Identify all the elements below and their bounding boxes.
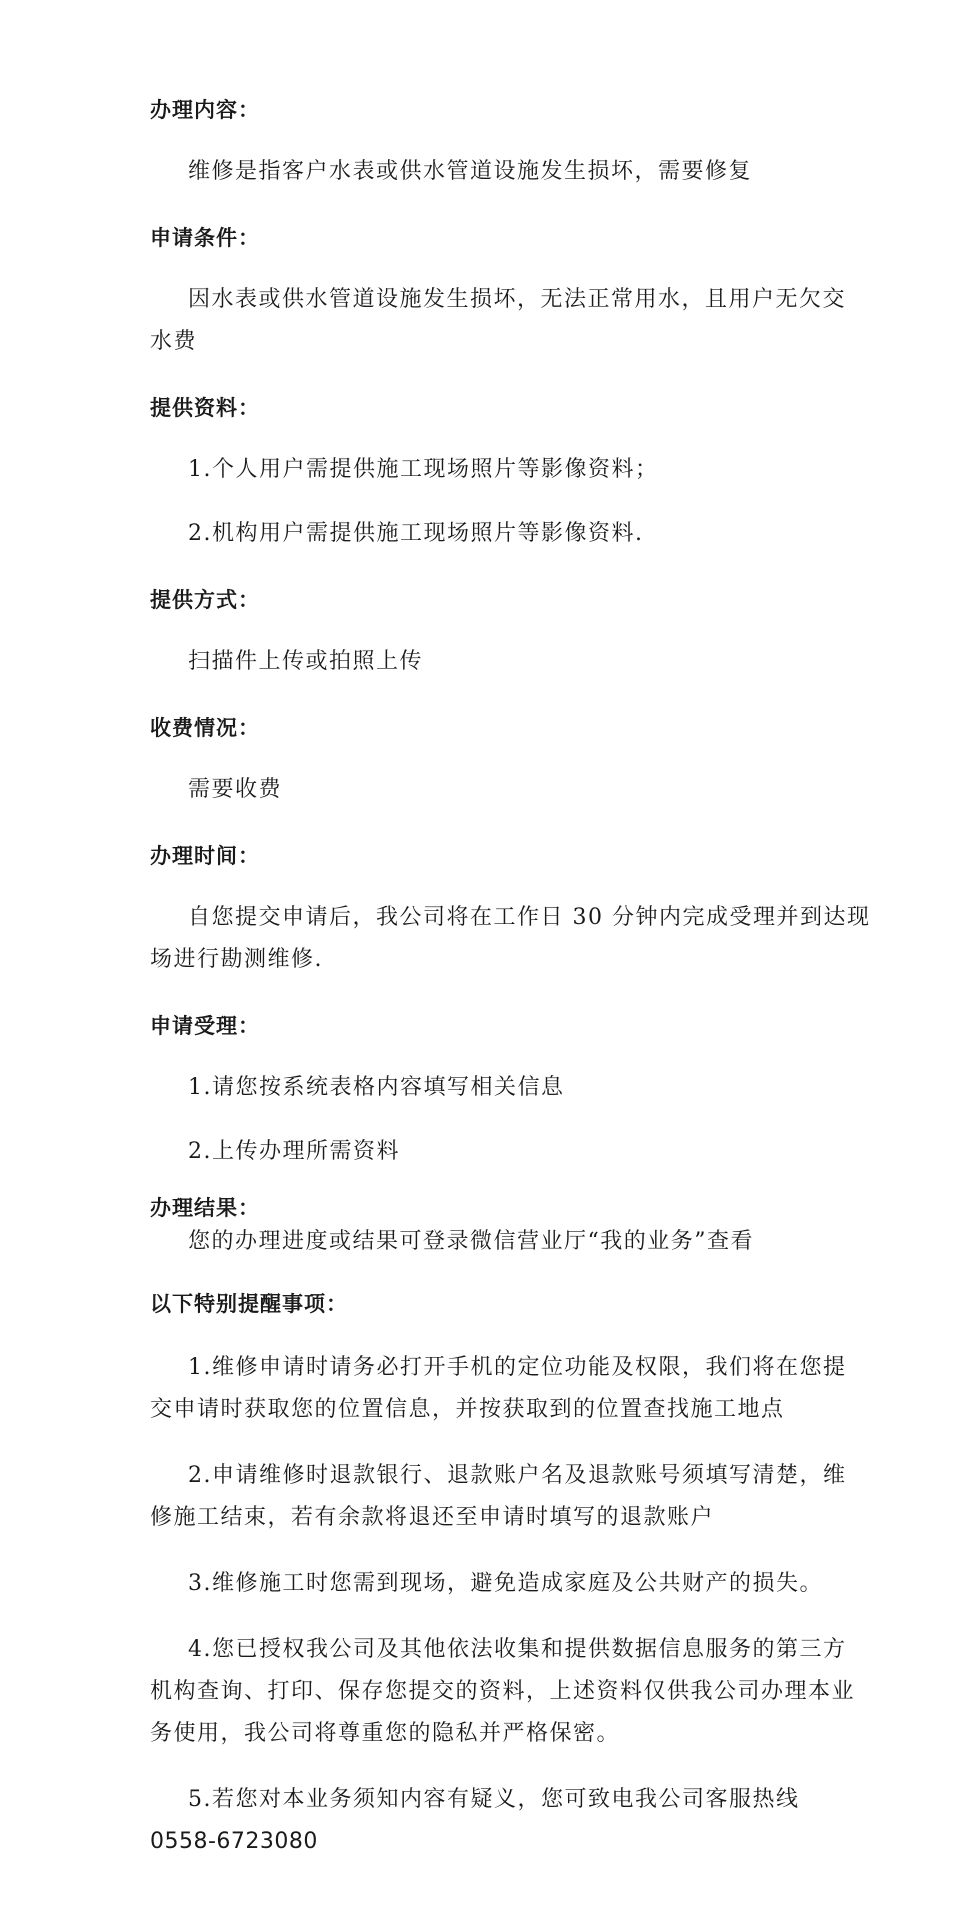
section-heading-conditions: 申请条件： xyxy=(150,226,260,250)
section-heading-materials: 提供资料： xyxy=(150,396,260,420)
time-text-line1: 自您提交申请后，我公司将在工作日 30 分钟内完成受理并到达现 xyxy=(188,905,871,930)
method-text: 扫描件上传或拍照上传 xyxy=(188,649,424,674)
reminder-1-line2: 交申请时获取您的位置信息，并按获取到的位置查找施工地点 xyxy=(150,1397,785,1422)
section-heading-content: 办理内容： xyxy=(150,98,260,122)
reminder-4-line1: 4.您已授权我公司及其他依法收集和提供数据信息服务的第三方 xyxy=(188,1637,847,1662)
materials-item-2: 2.机构用户需提供施工现场照片等影像资料. xyxy=(188,521,644,546)
conditions-text-line1: 因水表或供水管道设施发生损坏，无法正常用水，且用户无欠交 xyxy=(188,287,847,312)
acceptance-item-1: 1.请您按系统表格内容填写相关信息 xyxy=(188,1075,565,1100)
section-heading-method: 提供方式： xyxy=(150,588,260,612)
fees-text: 需要收费 xyxy=(188,777,283,802)
time-text-line2: 场进行勘测维修. xyxy=(150,947,323,972)
hotline-phone-number: 0558-6723080 xyxy=(150,1829,318,1854)
reminder-5-line1: 5.若您对本业务须知内容有疑义，您可致电我公司客服热线 xyxy=(188,1787,800,1812)
content-text: 维修是指客户水表或供水管道设施发生损坏，需要修复 xyxy=(188,159,753,184)
conditions-text-line2: 水费 xyxy=(150,329,198,354)
reminder-1-line1: 1.维修申请时请务必打开手机的定位功能及权限，我们将在您提 xyxy=(188,1355,847,1380)
acceptance-item-2: 2.上传办理所需资料 xyxy=(188,1139,400,1164)
reminder-4-line2: 机构查询、打印、保存您提交的资料，上述资料仅供我公司办理本业 xyxy=(150,1679,856,1704)
section-heading-fees: 收费情况： xyxy=(150,716,260,740)
section-heading-reminders: 以下特别提醒事项： xyxy=(150,1292,348,1316)
section-heading-time: 办理时间： xyxy=(150,844,260,868)
section-heading-result: 办理结果： xyxy=(150,1196,260,1220)
section-heading-acceptance: 申请受理： xyxy=(150,1014,260,1038)
materials-item-1: 1.个人用户需提供施工现场照片等影像资料； xyxy=(188,457,659,482)
reminder-2-line1: 2.申请维修时退款银行、退款账户名及退款账号须填写清楚，维 xyxy=(188,1463,847,1488)
reminder-4-line3: 务使用，我公司将尊重您的隐私并严格保密。 xyxy=(150,1721,621,1746)
result-text: 您的办理进度或结果可登录微信营业厅“我的业务”查看 xyxy=(188,1229,754,1254)
reminder-2-line2: 修施工结束，若有余款将退还至申请时填写的退款账户 xyxy=(150,1505,715,1530)
reminder-3-line1: 3.维修施工时您需到现场，避免造成家庭及公共财产的损失。 xyxy=(188,1571,823,1596)
